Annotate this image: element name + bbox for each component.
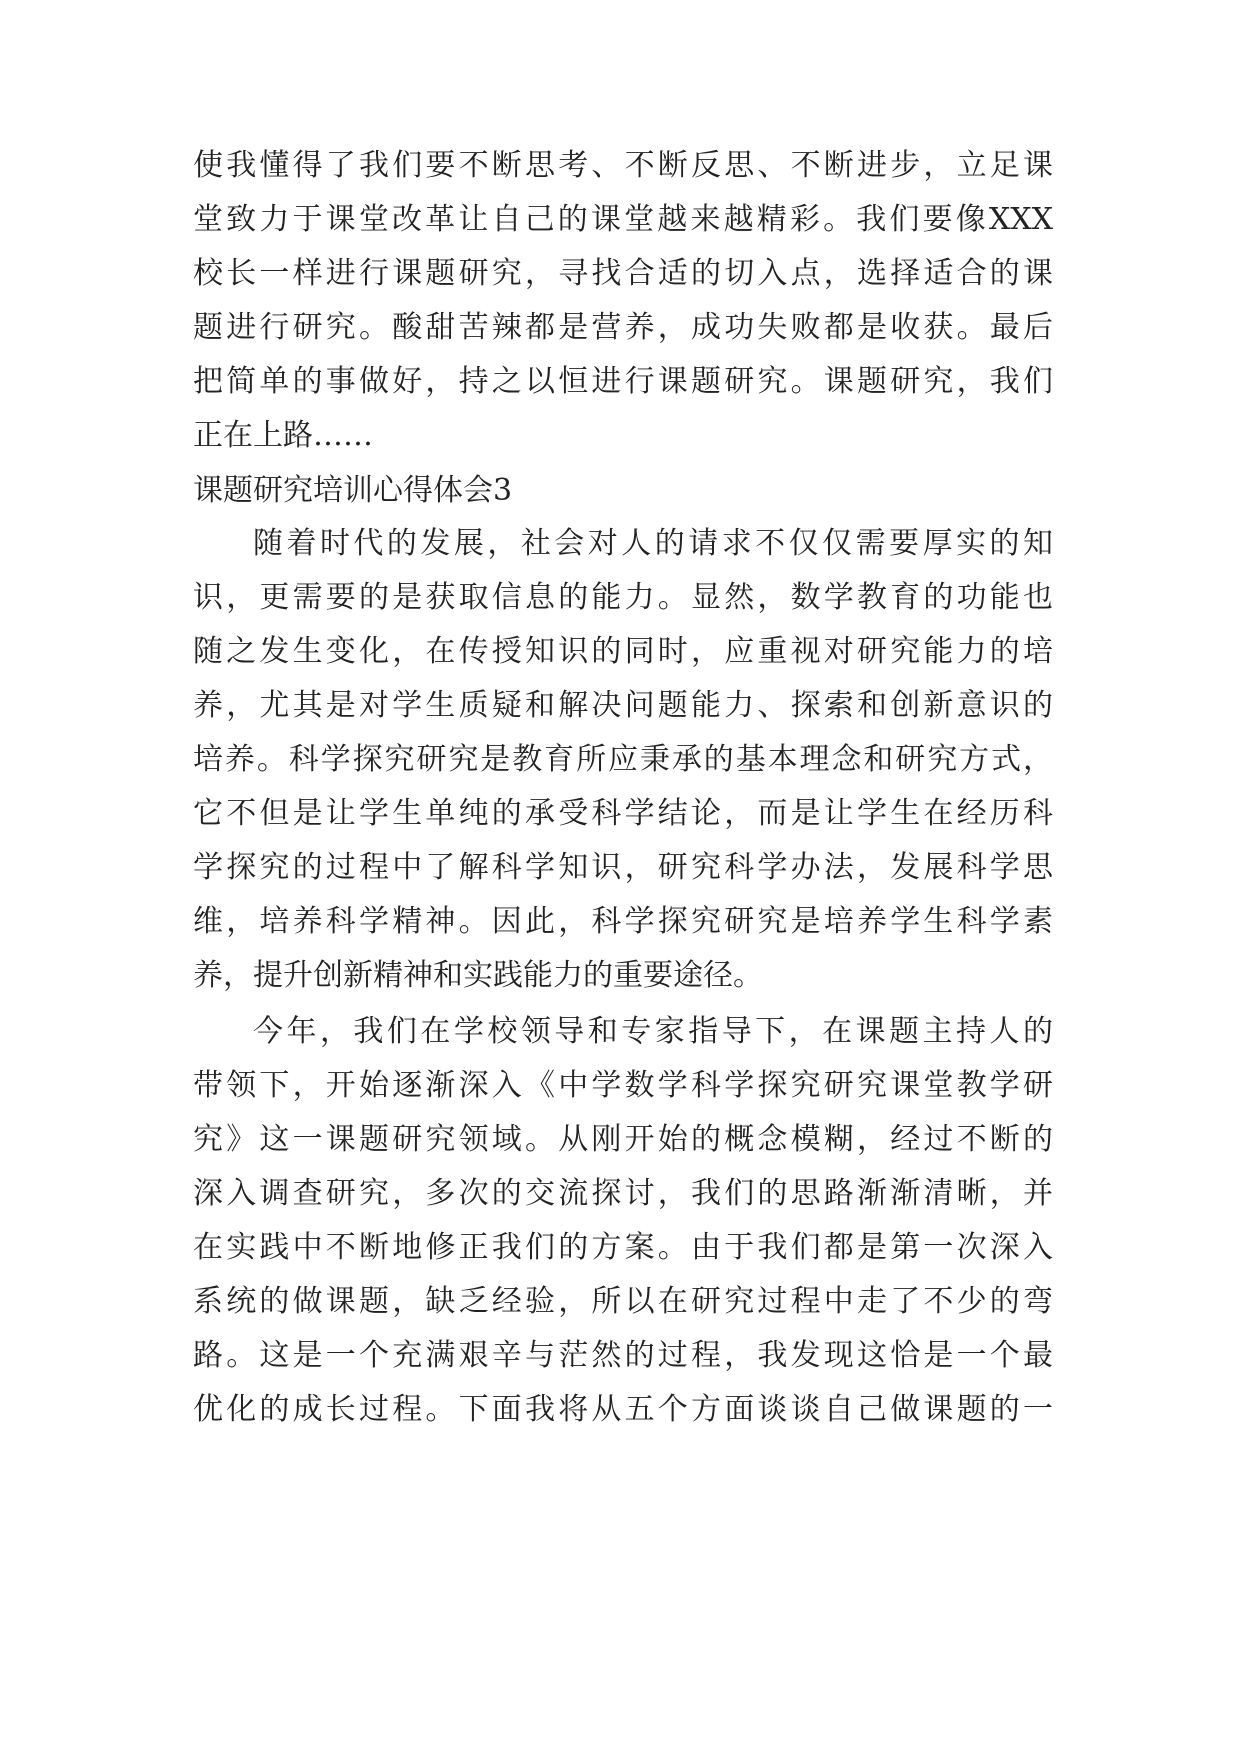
paragraph-3-line: 路。这是一个充满艰辛与茫然的过程，我发现这恰是一个最 bbox=[193, 1338, 1053, 1373]
paragraph-3-line: 优化的成长过程。下面我将从五个方面谈谈自己做课题的一 bbox=[193, 1392, 1053, 1427]
paragraph-2-line: 培养。科学探究研究是教育所应秉承的基本理念和研究方式， bbox=[193, 742, 1053, 777]
paragraph-3-line: 究》这一课题研究领域。从刚开始的概念模糊，经过不断的 bbox=[193, 1122, 1053, 1157]
paragraph-3-line: 系统的做课题，缺乏经验，所以在研究过程中走了不少的弯 bbox=[193, 1284, 1053, 1319]
paragraph-2-line: 它不但是让学生单纯的承受科学结论，而是让学生在经历科 bbox=[193, 796, 1053, 831]
paragraph-2-line: 随着时代的发展，社会对人的请求不仅仅需要厚实的知 bbox=[253, 526, 1053, 561]
paragraph-1-line: 校长一样进行课题研究，寻找合适的切入点，选择适合的课 bbox=[193, 256, 1053, 291]
paragraph-1-line: 使我懂得了我们要不断思考、不断反思、不断进步，立足课 bbox=[193, 148, 1053, 183]
paragraph-2-line: 养，提升创新精神和实践能力的重要途径。 bbox=[193, 958, 763, 993]
paragraph-3-line: 今年，我们在学校领导和专家指导下，在课题主持人的 bbox=[253, 1014, 1053, 1049]
paragraph-2-line: 识，更需要的是获取信息的能力。显然，数学教育的功能也 bbox=[193, 580, 1053, 615]
paragraph-2-line: 维，培养科学精神。因此，科学探究研究是培养学生科学素 bbox=[193, 904, 1053, 939]
paragraph-1-line: 把简单的事做好，持之以恒进行课题研究。课题研究，我们 bbox=[193, 364, 1053, 399]
paragraph-2-line: 学探究的过程中了解科学知识，研究科学办法，发展科学思 bbox=[193, 850, 1053, 885]
paragraph-3-line: 在实践中不断地修正我们的方案。由于我们都是第一次深入 bbox=[193, 1230, 1053, 1265]
paragraph-2-line: 养，尤其是对学生质疑和解决问题能力、探索和创新意识的 bbox=[193, 688, 1053, 723]
paragraph-1-line: 堂致力于课堂改革让自己的课堂越来越精彩。我们要像XXX bbox=[193, 202, 1053, 237]
paragraph-3-line: 深入调查研究，多次的交流探讨，我们的思路渐渐清晰，并 bbox=[193, 1176, 1053, 1211]
paragraph-1-line: 正在上路…… bbox=[193, 418, 373, 453]
paragraph-2-line: 随之发生变化，在传授知识的同时，应重视对研究能力的培 bbox=[193, 634, 1053, 669]
paragraph-3-line: 带领下，开始逐渐深入《中学数学科学探究研究课堂教学研 bbox=[193, 1068, 1053, 1103]
section-heading: 课题研究培训心得体会3 bbox=[193, 473, 513, 508]
paragraph-1-line: 题进行研究。酸甜苦辣都是营养，成功失败都是收获。最后 bbox=[193, 310, 1053, 345]
